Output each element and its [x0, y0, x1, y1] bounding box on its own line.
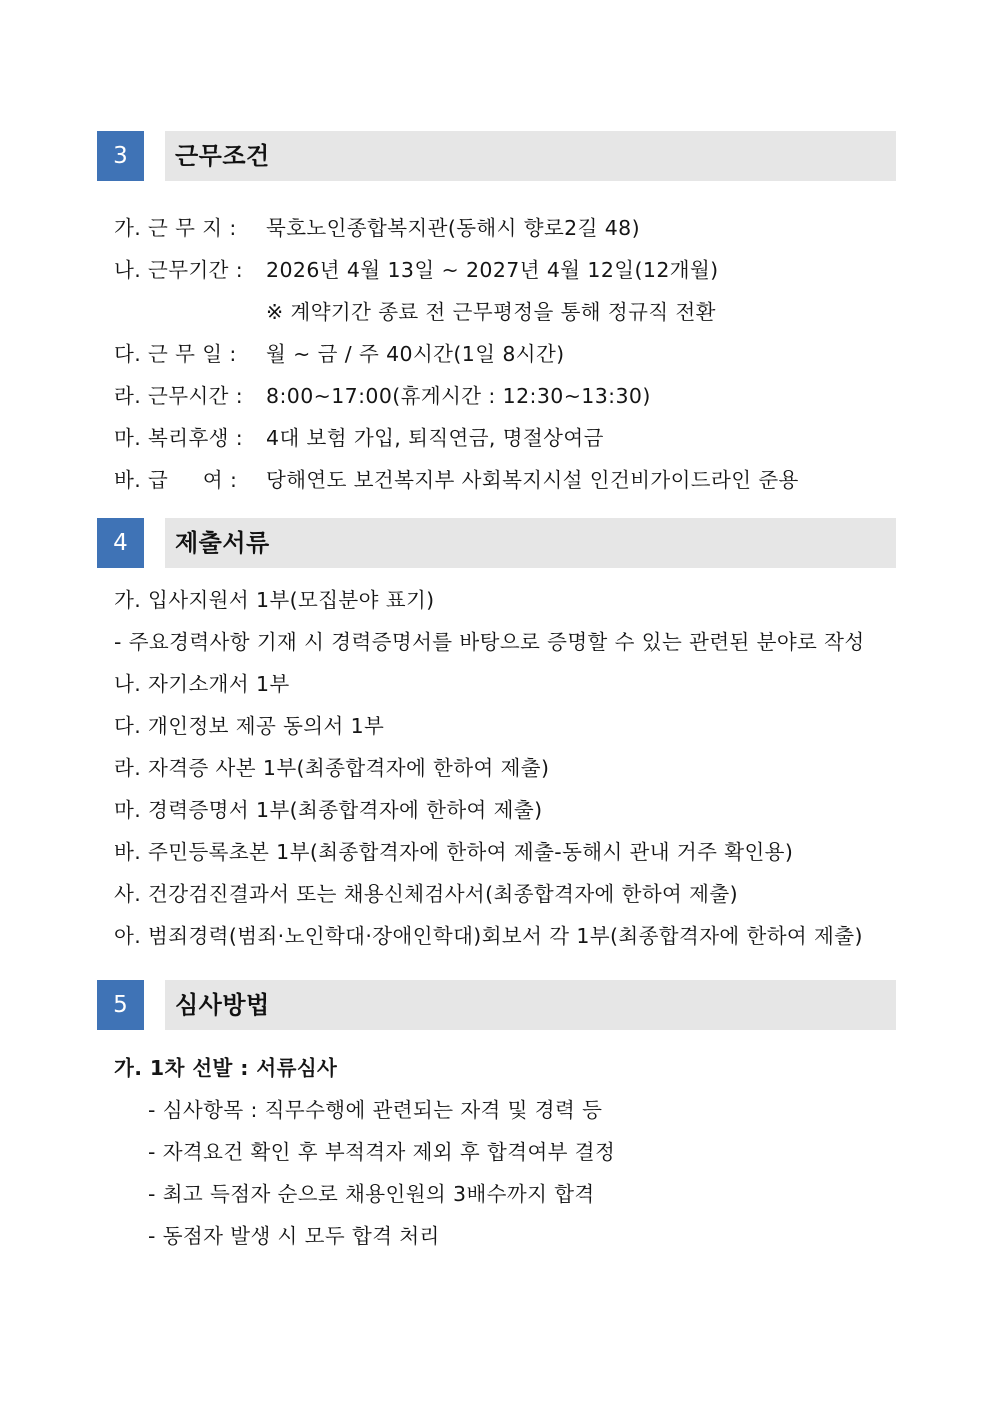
section-number-badge: 4 — [97, 518, 144, 568]
document-item: 라. 자격증 사본 1부(최종합격자에 한하여 제출) — [114, 756, 550, 780]
row-value: 8:00~17:00(휴게시간 : 12:30~13:30) — [266, 384, 651, 408]
section-title-bar — [165, 131, 896, 181]
salary-row — [114, 466, 799, 494]
section-header-documents — [97, 518, 896, 568]
section-number-badge: 3 — [97, 131, 144, 181]
work-period-row — [114, 256, 719, 284]
row-label: 나. 근무기간 : — [114, 258, 244, 282]
row-label: 바. 급 여 : — [114, 468, 238, 492]
row-label: 라. 근무시간 : — [114, 384, 244, 408]
document-item: 가. 입사지원서 1부(모집분야 표기) — [114, 588, 435, 612]
review-item: - 최고 득점자 순으로 채용인원의 3배수까지 합격 — [148, 1182, 595, 1206]
row-value: ※ 계약기간 종료 전 근무평정을 통해 정규직 전환 — [266, 300, 716, 324]
section-title-bar — [165, 518, 896, 568]
work-days-row — [114, 340, 565, 368]
row-value: 묵호노인종합복지관(동해시 향로2길 48) — [266, 216, 641, 240]
contract-note-row — [114, 298, 716, 326]
document-item: 사. 건강검진결과서 또는 채용신체검사서(최종합격자에 한하여 제출) — [114, 882, 738, 906]
row-value: 2026년 4월 13일 ~ 2027년 4월 12일(12개월) — [266, 258, 719, 282]
review-item: - 자격요건 확인 후 부적격자 제외 후 합격여부 결정 — [148, 1140, 616, 1164]
row-value: 당해연도 보건복지부 사회복지시설 인건비가이드라인 준용 — [266, 468, 799, 492]
row-label: 가. 근 무 지 : — [114, 216, 237, 240]
review-item: - 심사항목 : 직무수행에 관련되는 자격 및 경력 등 — [148, 1098, 603, 1122]
section-title: 심사방법 — [175, 991, 270, 1019]
work-location-row — [114, 214, 640, 242]
document-item: 바. 주민등록초본 1부(최종합격자에 한하여 제출-동해시 관내 거주 확인용) — [114, 840, 794, 864]
row-value: 4대 보험 가입, 퇴직연금, 명절상여금 — [266, 426, 604, 450]
section-title-bar — [165, 980, 896, 1030]
document-item: 마. 경력증명서 1부(최종합격자에 한하여 제출) — [114, 798, 543, 822]
work-hours-row — [114, 382, 651, 410]
section-header-review-method — [97, 980, 896, 1030]
benefits-row — [114, 424, 604, 452]
row-label: 마. 복리후생 : — [114, 426, 244, 450]
row-value: 월 ~ 금 / 주 40시간(1일 8시간) — [266, 342, 565, 366]
row-label: 다. 근 무 일 : — [114, 342, 237, 366]
section-number-badge: 5 — [97, 980, 144, 1030]
document-item: 나. 자기소개서 1부 — [114, 672, 290, 696]
review-item: - 동점자 발생 시 모두 합격 처리 — [148, 1224, 440, 1248]
section-header-work-conditions — [97, 131, 896, 181]
section-title: 제출서류 — [175, 529, 270, 557]
document-item: 다. 개인정보 제공 동의서 1부 — [114, 714, 385, 738]
section-title: 근무조건 — [175, 142, 270, 170]
review-stage-heading: 가. 1차 선발 : 서류심사 — [114, 1056, 338, 1080]
document-item-note: - 주요경력사항 기재 시 경력증명서를 바탕으로 증명할 수 있는 관련된 분야로 작성 — [114, 630, 865, 654]
document-item: 아. 범죄경력(범죄·노인학대·장애인학대)회보서 각 1부(최종합격자에 한하여 제출) — [114, 924, 863, 948]
